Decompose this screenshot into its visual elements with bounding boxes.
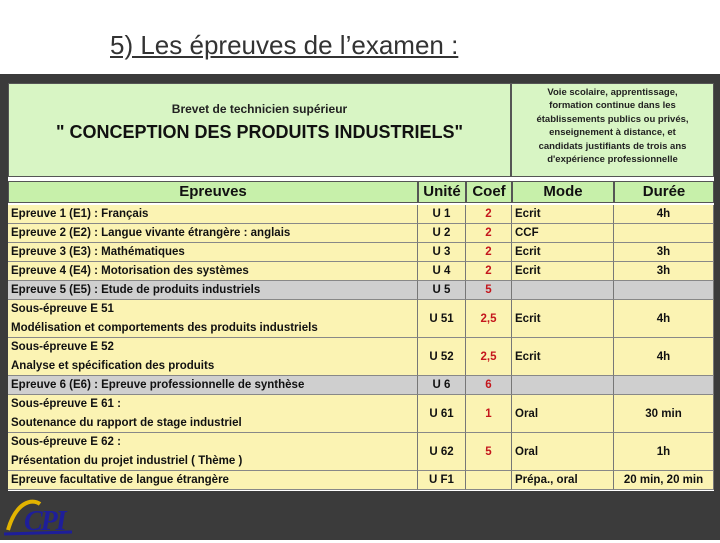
- epreuve-line: Epreuve facultative de langue étrangère: [11, 474, 229, 486]
- cell-unite-text: U 62: [429, 445, 454, 458]
- cell-duree-text: 4h: [656, 208, 671, 220]
- cell-mode-text: Ecrit: [515, 312, 541, 325]
- cell-coef: [466, 243, 512, 262]
- column-header-epreuves: Epreuves: [8, 181, 418, 203]
- cell-mode-text: Oral: [515, 445, 539, 458]
- cell-coef: [466, 433, 512, 471]
- cell-epreuve: [8, 243, 418, 262]
- cell-duree-text: 4h: [656, 312, 671, 325]
- cell-coef-text: 6: [485, 379, 492, 391]
- table-row: [8, 224, 714, 243]
- table-row: [8, 300, 714, 338]
- cell-coef-text: 2: [485, 227, 492, 239]
- cell-duree: [614, 224, 714, 243]
- eligibility-line: d'expérience professionnelle: [547, 154, 678, 166]
- cell-unite-text: U 2: [432, 227, 451, 239]
- cell-duree-text: [614, 376, 713, 395]
- cell-mode: [512, 338, 614, 376]
- cell-coef-text: 2: [485, 265, 492, 277]
- cell-duree: [614, 433, 714, 471]
- table-row: [8, 376, 714, 395]
- epreuve-line: Epreuve 2 (E2) : Langue vivante étrangère : anglais: [11, 227, 291, 239]
- cell-mode: [512, 243, 614, 262]
- column-header-duree: Durée: [614, 181, 714, 203]
- cell-unite: [418, 338, 466, 376]
- cell-coef-text: 1: [485, 407, 492, 420]
- cell-duree-text: 3h: [656, 246, 671, 258]
- cell-mode: [512, 471, 614, 490]
- cell-epreuve: [8, 338, 418, 376]
- table-row: [8, 243, 714, 262]
- cell-unite-text: U 6: [432, 379, 451, 391]
- epreuve-line: Sous-épreuve E 61 :: [11, 398, 121, 410]
- cell-unite-text: U 61: [429, 407, 454, 420]
- cell-unite: [418, 243, 466, 262]
- cell-unite-text: U 3: [432, 246, 451, 258]
- diploma-title: " CONCEPTION DES PRODUITS INDUSTRIELS": [55, 122, 464, 142]
- cell-duree-text: 30 min: [645, 407, 682, 420]
- eligibility-line: Voie scolaire, apprentissage,: [547, 87, 678, 98]
- cell-duree-text: 4h: [656, 350, 671, 363]
- cell-coef: [466, 395, 512, 433]
- cell-coef-text: [466, 471, 511, 490]
- cell-mode: [512, 281, 614, 300]
- eligibility-box: [511, 83, 714, 177]
- cell-duree-text: 3h: [656, 265, 671, 277]
- cell-coef-text: 2,5: [480, 350, 497, 363]
- eligibility-line: formation continue dans les: [549, 100, 676, 112]
- cell-mode-text: Ecrit: [515, 265, 541, 277]
- cell-coef: [466, 224, 512, 243]
- cell-unite-text: U 1: [432, 208, 451, 220]
- column-header-unite: Unité: [418, 181, 466, 203]
- cell-mode-text: Ecrit: [515, 350, 541, 363]
- cell-unite: [418, 395, 466, 433]
- cell-coef: [466, 471, 512, 490]
- cell-coef-text: 2,5: [480, 312, 497, 325]
- epreuve-line: Sous-épreuve E 51: [11, 303, 114, 315]
- table-row: [8, 433, 714, 471]
- cell-duree: [614, 243, 714, 262]
- cell-epreuve: [8, 471, 418, 490]
- table-row: [8, 395, 714, 433]
- column-header-mode: Mode: [512, 181, 614, 203]
- cpi-logo: [2, 496, 78, 538]
- cell-coef-text: 2: [485, 208, 492, 220]
- cell-unite: [418, 281, 466, 300]
- epreuve-line: Présentation du projet industriel ( Thème ): [11, 455, 243, 467]
- cell-mode-text: [515, 376, 613, 395]
- cell-mode: [512, 395, 614, 433]
- table-row: [8, 281, 714, 300]
- cell-mode-text: Ecrit: [515, 246, 541, 258]
- cell-mode: [512, 433, 614, 471]
- cell-mode-text: Ecrit: [515, 208, 541, 220]
- table-row: [8, 205, 714, 224]
- cell-unite: [418, 262, 466, 281]
- cell-coef: [466, 262, 512, 281]
- cell-unite-text: U 51: [429, 312, 454, 325]
- cell-mode: [512, 376, 614, 395]
- cell-mode: [512, 262, 614, 281]
- table-row: [8, 262, 714, 281]
- epreuve-line: Epreuve 6 (E6) : Epreuve professionnelle de synthèse: [11, 379, 305, 391]
- cell-duree-text: 1h: [656, 445, 671, 458]
- cell-mode-text: Oral: [515, 407, 539, 420]
- column-header-coef: Coef: [466, 181, 512, 203]
- cell-epreuve: [8, 205, 418, 224]
- cell-duree: [614, 376, 714, 395]
- table-row: [8, 471, 714, 490]
- cell-coef: [466, 281, 512, 300]
- cell-epreuve: [8, 395, 418, 433]
- cell-epreuve: [8, 281, 418, 300]
- epreuve-line: Sous-épreuve E 52: [11, 341, 114, 353]
- cell-mode-text: Prépa., oral: [515, 474, 578, 486]
- cell-unite-text: U 4: [432, 265, 451, 277]
- diploma-header: [8, 83, 511, 177]
- cell-duree-text: [614, 224, 713, 243]
- cell-duree: [614, 281, 714, 300]
- cell-unite: [418, 376, 466, 395]
- cell-coef: [466, 205, 512, 224]
- cell-coef: [466, 338, 512, 376]
- cell-epreuve: [8, 300, 418, 338]
- cell-unite: [418, 224, 466, 243]
- cell-epreuve: [8, 376, 418, 395]
- epreuve-line: Soutenance du rapport de stage industriel: [11, 417, 242, 429]
- cell-duree-text: [614, 281, 713, 300]
- cell-duree-text: 20 min, 20 min: [623, 474, 704, 486]
- cell-duree: [614, 205, 714, 224]
- cell-mode-text: CCF: [515, 227, 539, 239]
- cell-mode: [512, 205, 614, 224]
- slide-title: 5) Les épreuves de l’examen :: [110, 30, 459, 60]
- cell-unite: [418, 205, 466, 224]
- cell-mode: [512, 300, 614, 338]
- eligibility-line: enseignement à distance, et: [549, 127, 676, 139]
- cell-duree: [614, 395, 714, 433]
- cell-duree: [614, 471, 714, 490]
- cell-unite-text: U 52: [429, 350, 454, 363]
- epreuve-line: Epreuve 5 (E5) : Etude de produits industriels: [11, 284, 261, 296]
- cell-coef-text: 2: [485, 246, 492, 258]
- cell-mode-text: [515, 281, 613, 300]
- cell-mode: [512, 224, 614, 243]
- cell-duree: [614, 300, 714, 338]
- eligibility-line: candidats justifiants de trois ans: [538, 140, 687, 152]
- epreuve-line: Modélisation et comportements des produits industriels: [11, 322, 318, 334]
- cell-coef-text: 5: [485, 445, 492, 458]
- cell-duree: [614, 262, 714, 281]
- epreuve-line: Epreuve 1 (E1) : Français: [11, 208, 149, 220]
- cell-unite: [418, 471, 466, 490]
- cell-coef: [466, 300, 512, 338]
- eligibility-line: établissements publics ou privés,: [536, 113, 689, 125]
- table-row: [8, 338, 714, 376]
- cell-unite: [418, 433, 466, 471]
- logo-text: CPI: [24, 506, 65, 537]
- cell-coef: [466, 376, 512, 395]
- cell-unite-text: U F1: [429, 474, 454, 486]
- cell-unite: [418, 300, 466, 338]
- epreuve-line: Sous-épreuve E 62 :: [11, 436, 121, 448]
- diploma-subtitle: Brevet de technicien supérieur: [171, 102, 348, 116]
- cell-epreuve: [8, 224, 418, 243]
- cell-unite-text: U 5: [432, 284, 451, 296]
- cell-duree: [614, 338, 714, 376]
- cell-coef-text: 5: [485, 284, 492, 296]
- epreuve-line: Epreuve 3 (E3) : Mathématiques: [11, 246, 185, 258]
- epreuve-line: Epreuve 4 (E4) : Motorisation des systèmes: [11, 265, 249, 277]
- exam-table: [8, 83, 714, 491]
- cell-epreuve: [8, 433, 418, 471]
- epreuve-line: Analyse et spécification des produits: [11, 360, 215, 372]
- cell-epreuve: [8, 262, 418, 281]
